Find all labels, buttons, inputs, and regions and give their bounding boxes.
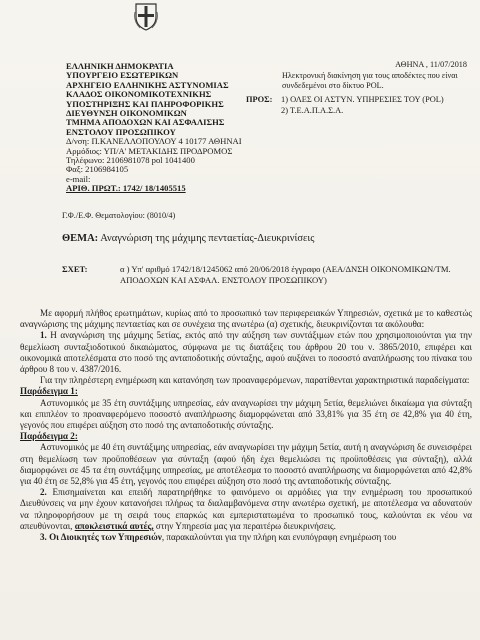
sender-address: Δ/νση: Π.ΚΑΝΕΛΛΟΠΟΥΛΟΥ 4 10177 ΑΘΗΝΑΙ	[66, 136, 242, 147]
sender-line: ΥΠΟΥΡΓΕΙΟ ΕΣΩΤΕΡΙΚΩΝ	[66, 70, 179, 81]
sender-line: ΕΝΣΤΟΛΟΥ ΠΡΟΣΩΠΙΚΟΥ	[66, 126, 176, 137]
document-date: ΑΘΗΝΑ , 11/07/2018	[395, 60, 467, 69]
sender-fax: Φαξ: 2106984105	[66, 164, 129, 175]
reference-label: ΣΧΕΤ:	[62, 264, 88, 274]
paragraph-text: , παρακαλούνται για την πλήρη και ενυπόγραφη ενημέρωση του	[161, 532, 397, 543]
file-reference: Γ.Φ./Ε.Φ. Θεματολογίου: (8010/4)	[62, 211, 176, 220]
sender-line: ΑΡΧΗΓΕΙΟ ΕΛΛΗΝΙΚΗΣ ΑΣΤΥΝΟΜΙΑΣ	[66, 79, 229, 90]
sender-phone: Τηλέφωνο: 2106981078 pol 1041400	[66, 155, 195, 166]
sender-handler: Αρμόδιος: ΥΠ/Α' ΜΕΤΑΚΙΔΗΣ ΠΡΟΔΡΟΜΟΣ	[66, 145, 233, 156]
sender-line: ΤΜΗΜΑ ΑΠΟΔΟΧΩΝ ΚΑΙ ΑΣΦΑΛΙΣΗΣ	[66, 117, 225, 128]
paragraph-1	[20, 330, 472, 375]
sender-line: ΔΙΕΥΘΥΝΣΗ ΟΙΚΟΝΟΜΙΚΩΝ	[66, 108, 187, 119]
example-2-text: Αστυνομικός με 40 έτη συντάξιμης υπηρεσίας, εάν αναγνωρίσει την μάχιμη 5ετία, αυτή η αναγνώριση δε συνεισφέρει στη θεμελίωση των προϋποθέσεων για σύνταξη (αφού ήδη έχει θεμελιώσει τις προϋποθέσεις για σύνταξη), αλλά διαμορφώνει σε 45 τα έτη συντάξιμης υπηρεσίας, με αποτέλεσμα το ποσοστό αναπλήρωσης να διαμορφώνεται από 42,8% για 40 έτη σε 52,8% για 45 έτη, γεγονός που επιφέρει αύξηση στο ποσό της ανταποδοτικής σύνταξης.	[20, 442, 472, 487]
recipient-item: 2) Τ.Ε.Α.Π.Α.Σ.Α.	[281, 105, 344, 115]
sender-line: ΥΠΟΣΤΗΡΙΞΗΣ ΚΑΙ ΠΛΗΡΟΦΟΡΙΚΗΣ	[66, 98, 224, 109]
paragraph-text: Η αναγνώριση της μάχιμης 5ετίας, εκτός από την αύξηση των συντάξιμων ετών που χρησιμοποιούνται για την θεμελίωση συνταξιοδοτικού δικαιώματος, σύμφωνα με τις διατάξεις του άρθρου 20 του ν. 3865/2010, επιφέρει και οικονομικά αποτελέσματα στο ποσό της ανταποδοτικής σύνταξης, αφού αυξάνει το ποσοστό αναπλήρωσης του πίνακα του άρθρου 8 του ν. 4387/2016.	[20, 330, 472, 375]
recipients-label: ΠΡΟΣ:	[246, 95, 273, 104]
header-right	[282, 60, 477, 90]
subject-line	[62, 233, 314, 244]
example-2-title: Παράδειγμα 2:	[20, 431, 78, 442]
reference-text: α ) Υπ' αριθμό 1742/18/1245062 από 20/06/2018 έγγραφο (ΑΕΑ/ΔΝΣΗ ΟΙΚΟΝΟΜΙΚΩΝ/ΤΜ. ΑΠΟΔΟΧΩΝ ΚΑΙ ΑΣΦΑΛ. ΕΝΣΤΟΛΟΥ ΠΡΟΣΩΠΙΚΟΥ)	[120, 264, 451, 285]
sender-line: ΚΛΑΔΟΣ ΟΙΚΟΝΟΜΙΚΟΤΕΧΝΙΚΗΣ	[66, 89, 212, 100]
emphasis-text: αποκλειστικά αυτές,	[74, 520, 154, 531]
sender-block	[66, 62, 266, 194]
greek-emblem-icon	[134, 3, 158, 31]
recipients-list	[281, 95, 461, 116]
paragraph-1b: Για την πληρέστερη ενημέρωση και κατανόηση των προαναφερόμενων, παρατίθενται χαρακτηριστικά παραδείγματα:	[40, 375, 470, 386]
paragraph-2	[20, 487, 472, 532]
distribution-note: Ηλεκτρονική διακίνηση για τους αποδέκτες που είναι συνδεδεμένοι στο δίκτυο POL.	[282, 71, 458, 90]
sender-line: ΕΛΛΗΝΙΚΗ ΔΗΜΟΚΡΑΤΙΑ	[66, 61, 174, 71]
paragraph-number: 1.	[40, 330, 47, 341]
paragraph-text: Επισημαίνεται και επειδή παρατηρήθηκε το φαινόμενο οι αρμόδιες για την ενημέρωση του προσωπικού Διευθύνσεις να μην έχουν κατανοήσει πλήρως τα διαλαμβανόμενα στην ανωτέρω σχετική, με αποτέλεσμα να αδυνατούν να πληροφορήσουν με τη σειρά τους επαρκώς και εμπεριστατωμένα το προσωπικό τους, καλούνται εκ νέου να απευθύνονται,	[20, 487, 472, 531]
subject-text: Αναγνώριση της μάχιμης πενταετίας-Διευκρινίσεις	[100, 233, 315, 244]
protocol-number: ΑΡΙΘ. ΠΡΩΤ.: 1742/ 18/1405515	[66, 183, 186, 194]
paragraph-3-heading: 3. Οι Διοικητές των Υπηρεσιών	[40, 532, 162, 543]
recipient-item: 1) ΟΛΕΣ ΟΙ ΑΣΤΥΝ. ΥΠΗΡΕΣΙΕΣ ΤΟΥ (POL)	[281, 95, 444, 104]
intro-paragraph: Με αφορμή πλήθος ερωτημάτων, κυρίως από το προσωπικό των περιφερειακών Υπηρεσιών, σχετικά με το καθεστώς αναγνώρισης της μάχιμης πενταετίας και σε συνέχεια της ανωτέρω (α) σχετικής, διευκρινίζονται τα ακόλουθα:	[20, 308, 472, 330]
example-1-text: Αστυνομικός με 35 έτη συντάξιμης υπηρεσίας, εάν αναγνωρίσει την μάχιμη 5ετία, θεμελιώνει δικαίωμα για σύνταξη και επιπλέον το προαναφερόμενο ποσοστό αναπλήρωσης διαμορφώνεται από 33,81% για 35 έτη σε 42,8% για 40 έτη, γεγονός που επιφέρει αύξηση στο ποσό της ανταποδοτικής σύνταξης.	[20, 397, 472, 431]
paragraph-text: στην Υπηρεσία μας για περαιτέρω διευκρινήσεις.	[153, 520, 336, 531]
document-body	[20, 308, 472, 543]
subject-label: ΘΕΜΑ:	[62, 233, 99, 244]
sender-email: e-mail:	[66, 173, 91, 184]
example-1-title: Παράδειγμα 1:	[20, 386, 78, 397]
paragraph-number: 2.	[40, 487, 47, 498]
paragraph-3	[20, 532, 472, 543]
